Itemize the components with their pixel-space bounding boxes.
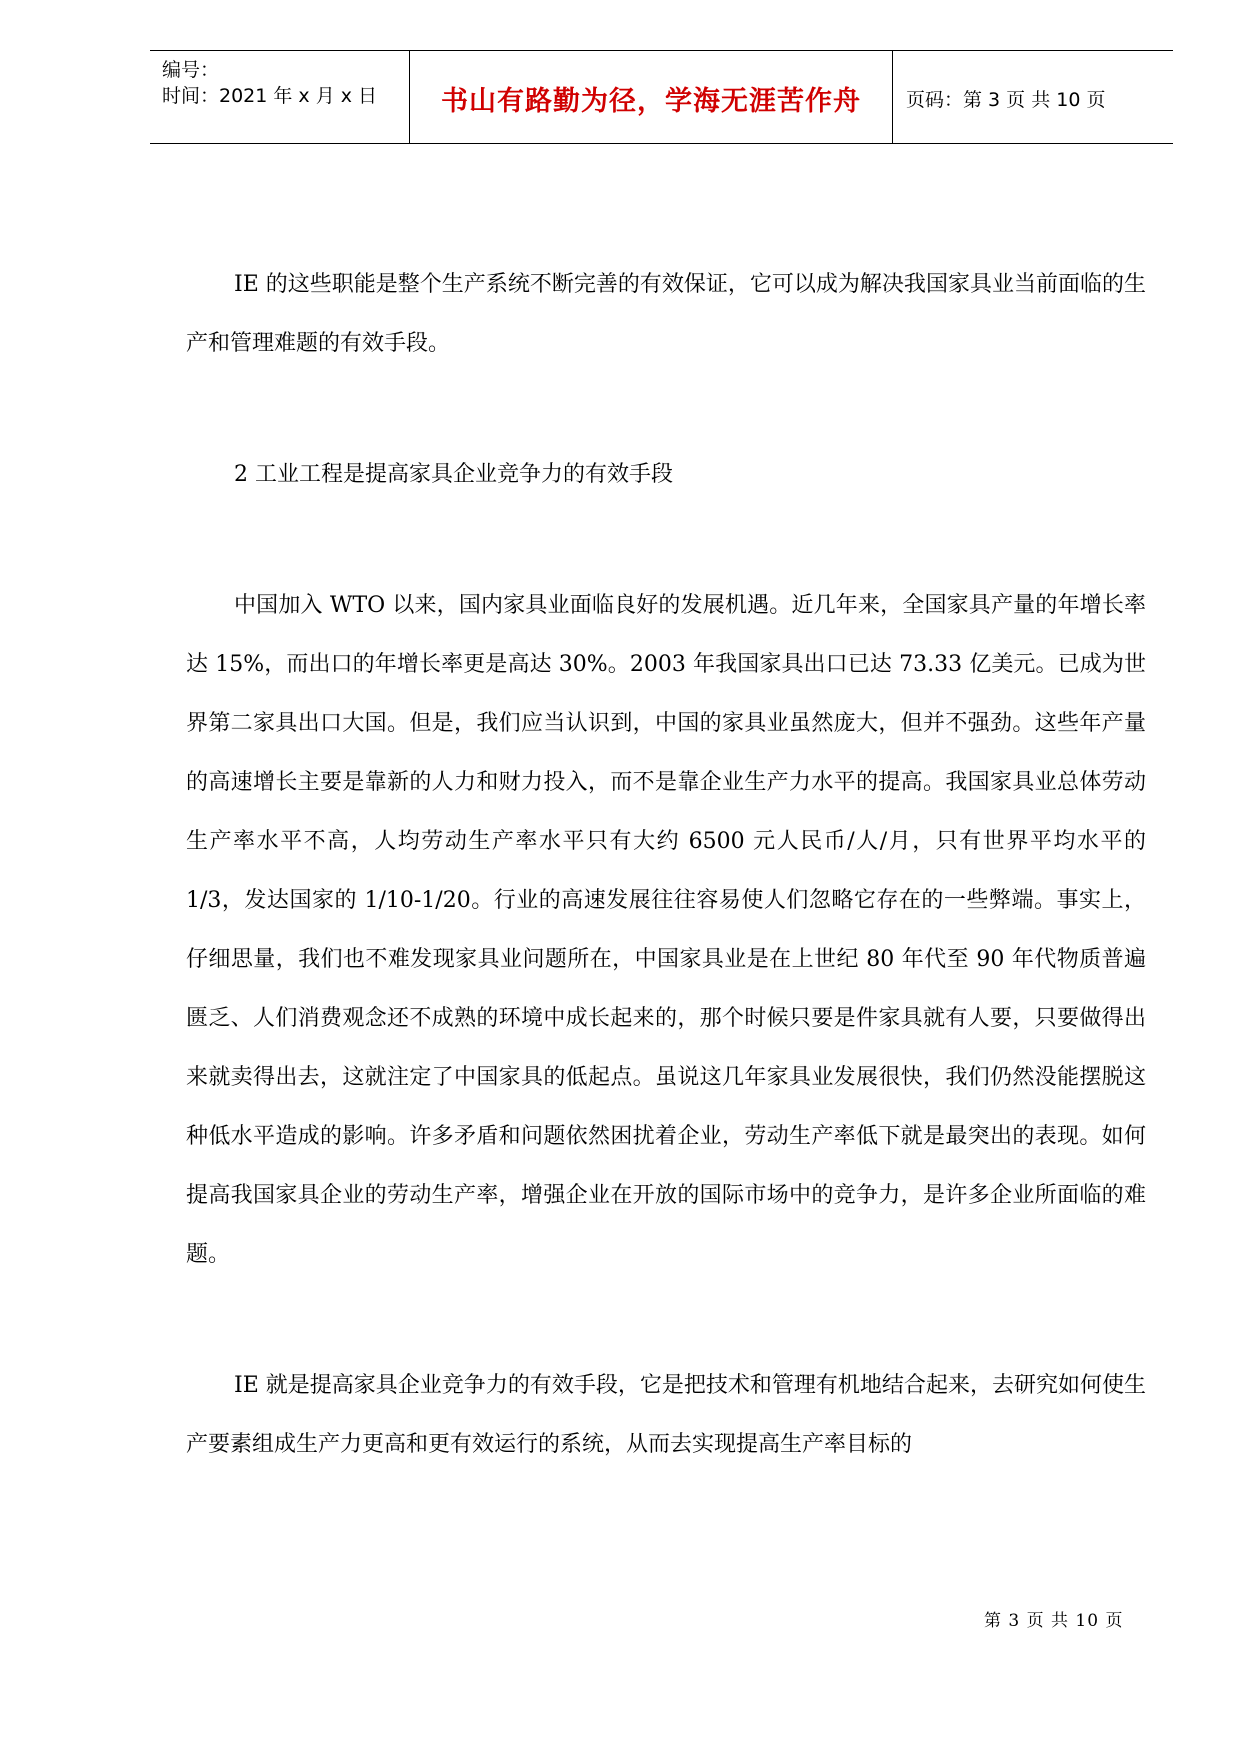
section-heading: 2 工业工程是提高家具企业竞争力的有效手段: [234, 462, 673, 487]
paragraph-ie-means: IE 就是提高家具企业竞争力的有效手段，它是把技术和管理有机地结合起来，去研究如何使生产要素组成生产力更高和更有效运行的系统，从而去实现提高生产率目标的: [186, 1373, 1146, 1457]
header-page-code: 页码：第 3 页 共 10 页: [906, 89, 1106, 111]
document-body: [186, 255, 1146, 1474]
paragraph-industry-status: 中国加入 WTO 以来，国内家具业面临良好的发展机遇。近几年来，全国家具产量的年增长率达 15%，而出口的年增长率更是高达 30%。2003 年我国家具出口已达 73.33 亿美元。已成为世界第二家具出口大国。但是，我们应当认识到，中国的家具业虽然庞大，但并不强劲。这些年产量的高速增长主要是靠新的人力和财力投入，而不是靠企业生产力水平的提高。我国家具业总体劳动生产率水平不高，人均劳动生产率水平只有大约 6500 元人民币/人/月，只有世界平均水平的 1/3，发达国家的 1/10-1/20。行业的高速发展往往容易使人们忽略它存在的一些弊端。事实上，仔细思量，我们也不难发现家具业问题所在，中国家具业是在上世纪 80 年代至 90 年代物质普遍匮乏、人们消费观念还不成熟的环境中成长起来的，那个时候只要是件家具就有人要，只要做得出来就卖得出去，这就注定了中国家具的低起点。虽说这几年家具业发展很快，我们仍然没能摆脱这种低水平造成的影响。许多矛盾和问题依然困扰着企业，劳动生产率低下就是最突出的表现。如何提高我国家具企业的劳动生产率，增强企业在开放的国际市场中的竞争力，是许多企业所面临的难题。: [186, 593, 1146, 1267]
paragraph-ie-functions: IE 的这些职能是整个生产系统不断完善的有效保证，它可以成为解决我国家具业当前面临的生产和管理难题的有效手段。: [186, 272, 1146, 356]
header-motto: 书山有路勤为径，学海无涯苦作舟: [441, 86, 861, 117]
document-number-label: 编号：: [162, 59, 220, 81]
page-footer: 第 3 页 共 10 页: [984, 1611, 1124, 1631]
document-time-label: 时间：2021 年 x 月 x 日: [162, 85, 378, 107]
header-divider: [892, 51, 893, 144]
page-header: [150, 50, 1173, 144]
header-meta: [162, 57, 377, 109]
